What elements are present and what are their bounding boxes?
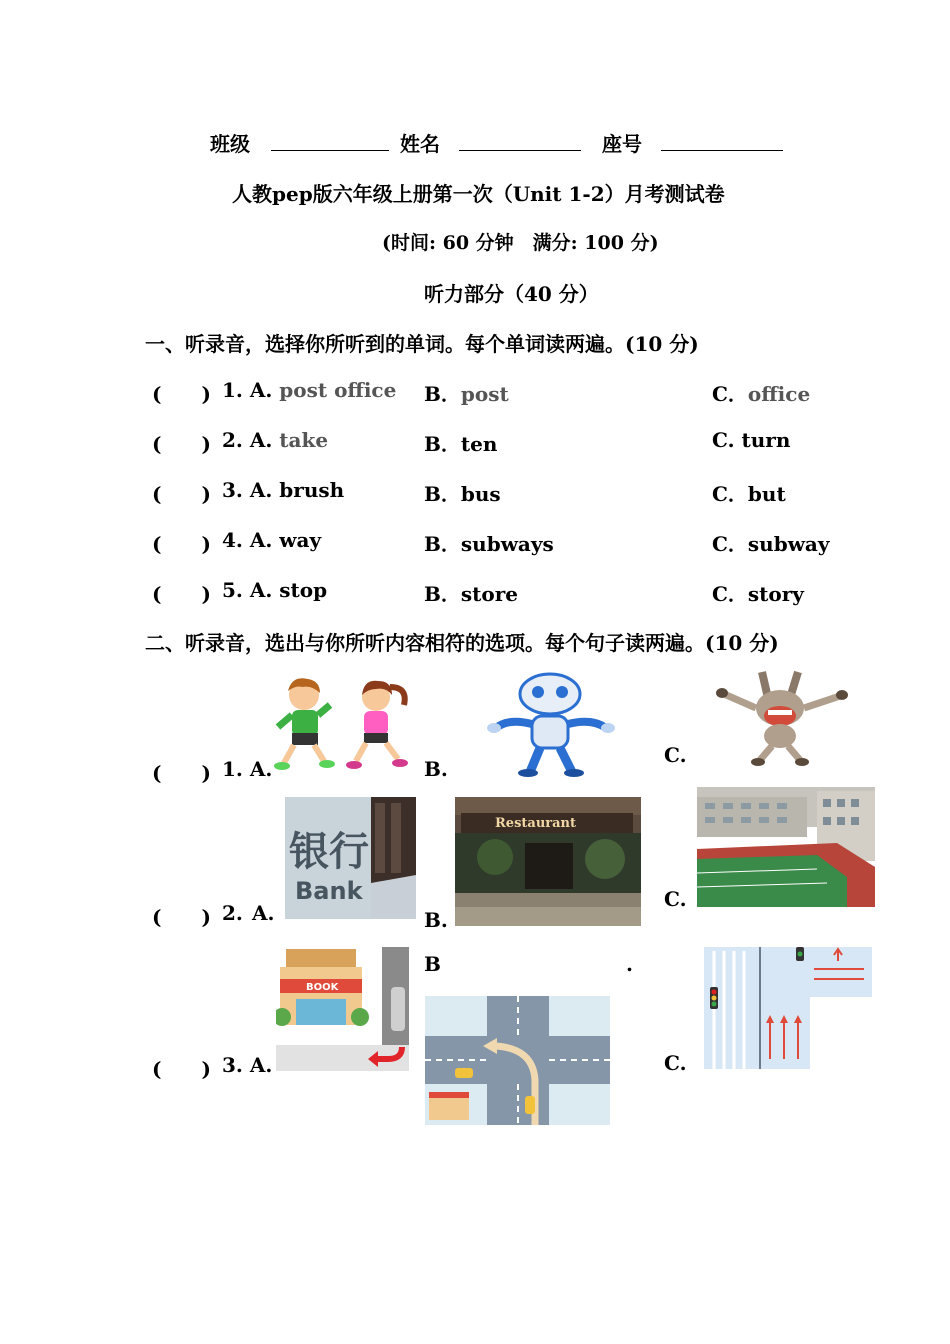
name-label: 姓名 xyxy=(400,132,440,156)
p3-bracket[interactable]: ( ) xyxy=(152,1057,211,1081)
robot-image[interactable] xyxy=(486,672,616,778)
book-sign: BOOK xyxy=(306,982,339,993)
restaurant-sign: Restaurant xyxy=(495,816,577,831)
restaurant-image[interactable] xyxy=(455,797,641,926)
traffic-lights-image[interactable] xyxy=(704,947,872,1069)
name-blank[interactable] xyxy=(459,132,581,151)
p2-number: 2. xyxy=(222,901,243,925)
exam-title: 人教pep版六年级上册第一次（Unit 1-2）月考测试卷 xyxy=(232,182,725,206)
section1-heading: 一、听录音，选择你所听到的单词。每个单词读两遍。(10 分) xyxy=(145,332,699,356)
q5-option-a[interactable]: stop xyxy=(279,578,328,602)
crossroads-image[interactable] xyxy=(425,996,610,1125)
bank-sign-en: Bank xyxy=(295,877,363,905)
q3-option-c[interactable]: C．but xyxy=(712,482,786,506)
running-kids-image[interactable] xyxy=(272,673,414,775)
q1-bracket[interactable]: ( ) xyxy=(152,382,211,406)
seat-label: 座号 xyxy=(602,132,642,156)
class-line xyxy=(210,128,389,157)
p3-label-b: B xyxy=(424,952,441,976)
q2-number: 2. A. take xyxy=(222,428,329,452)
q2-bracket[interactable]: ( ) xyxy=(152,432,211,456)
playground-image[interactable] xyxy=(697,787,875,907)
p3-label-a: 3. A. xyxy=(222,1053,273,1077)
bank-image[interactable] xyxy=(285,797,416,919)
q4-option-a[interactable]: way xyxy=(279,528,322,552)
q1-option-b[interactable]: B．post xyxy=(424,382,509,406)
q5-option-c[interactable]: C．story xyxy=(712,582,804,606)
p3-label-c: C. xyxy=(664,1051,687,1075)
q1-option-c[interactable]: C．office xyxy=(712,382,811,406)
class-label: 班级 xyxy=(210,132,250,156)
q5-option-b[interactable]: B．store xyxy=(424,582,519,606)
p1-label-b: B. xyxy=(424,757,448,781)
seat-line xyxy=(602,128,783,157)
donkey-image[interactable] xyxy=(716,668,850,766)
q1-number: 1. A. post office xyxy=(222,378,397,402)
name-line xyxy=(400,128,581,157)
p2-label-b: B. xyxy=(424,908,448,932)
q3-bracket[interactable]: ( ) xyxy=(152,482,211,506)
q5-number: 5. A. stop xyxy=(222,578,328,602)
bookstore-street-image[interactable] xyxy=(276,947,409,1071)
q4-option-b[interactable]: B．subways xyxy=(424,532,554,556)
bank-sign-cn: 银行 xyxy=(289,829,369,875)
q4-option-c[interactable]: C．subway xyxy=(712,532,830,556)
p3-label-b-dot: . xyxy=(626,952,633,976)
q3-option-b[interactable]: B．bus xyxy=(424,482,501,506)
p2-label-c: C. xyxy=(664,887,687,911)
q4-bracket[interactable]: ( ) xyxy=(152,532,211,556)
p2-label-a: A. xyxy=(252,901,275,925)
q2-option-c[interactable]: C. turn xyxy=(712,428,791,452)
p1-bracket[interactable]: ( ) xyxy=(152,761,211,785)
class-blank[interactable] xyxy=(271,132,389,151)
q5-bracket[interactable]: ( ) xyxy=(152,582,211,606)
q2-option-b[interactable]: B．ten xyxy=(424,432,498,456)
q1-option-a[interactable]: post office xyxy=(279,378,397,402)
q4-number: 4. A. way xyxy=(222,528,322,552)
exam-time-info: (时间: 60 分钟 满分: 100 分) xyxy=(382,232,659,254)
q3-number: 3. A. brush xyxy=(222,478,345,502)
p2-bracket[interactable]: ( ) xyxy=(152,905,211,929)
p1-label-c: C. xyxy=(664,743,687,767)
p1-label-a: 1. A. xyxy=(222,757,273,781)
section2-heading: 二、听录音，选出与你所听内容相符的选项。每个句子读两遍。(10 分) xyxy=(145,631,779,655)
q2-option-a[interactable]: take xyxy=(279,428,329,452)
seat-blank[interactable] xyxy=(661,132,783,151)
listening-part-title: 听力部分（40 分） xyxy=(424,282,599,306)
q3-option-a[interactable]: brush xyxy=(279,478,345,502)
